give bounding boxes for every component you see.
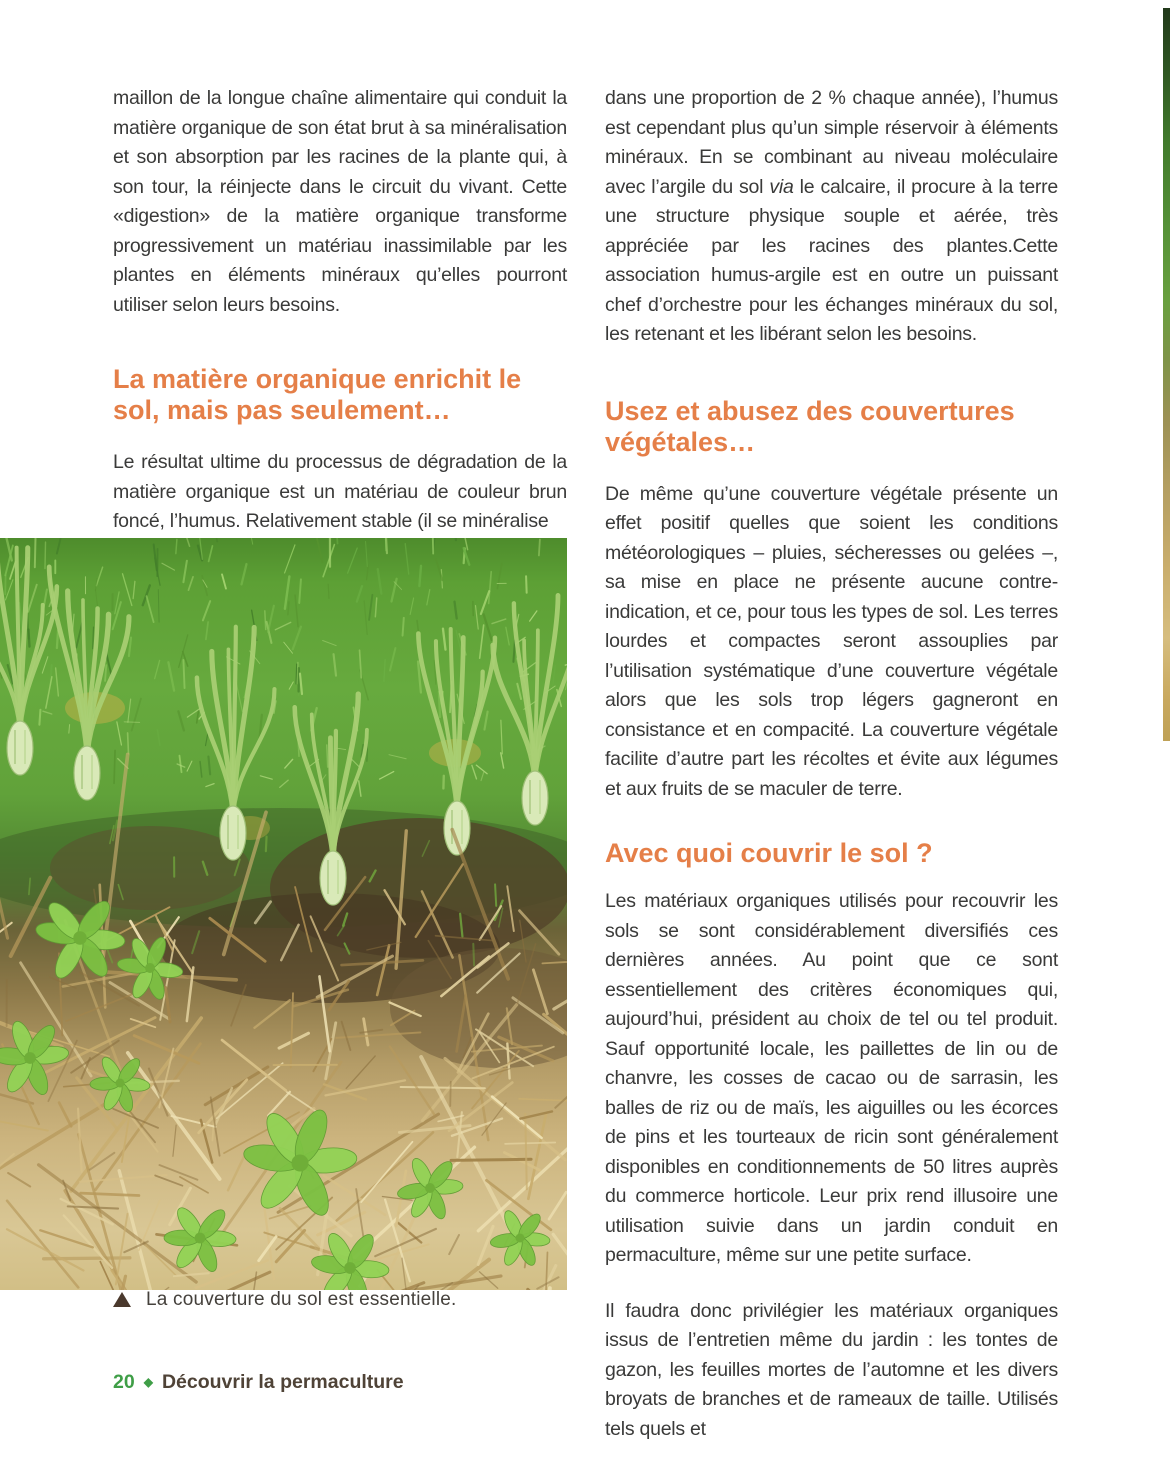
section-heading-avec-quoi-couvrir: Avec quoi couvrir le sol ? [605, 838, 933, 868]
diamond-bullet-icon: ◆ [143, 1374, 153, 1389]
photo-texture [124, 722, 139, 723]
paragraph: Le résultat ultime du processus de dégradation de la matière organique est un matériau de couleur brun foncé, l’humus. Relativement stable (il se minéralise [113, 451, 567, 532]
photo-texture [516, 1234, 525, 1243]
photo-texture [495, 884, 496, 906]
page-number: 20 [113, 1371, 135, 1393]
photo-texture [473, 944, 474, 966]
photo-texture [320, 851, 346, 905]
photo-texture [39, 710, 40, 725]
photo-soil-cover [0, 538, 567, 1290]
photo-texture [128, 733, 129, 754]
photo-texture [344, 1262, 356, 1274]
photo-illustration [0, 538, 567, 1290]
section-heading-matiere-organique: La matière organique enrichit le sol, mais pas seulement… [113, 364, 522, 425]
photo-texture [114, 751, 115, 784]
photo-texture [328, 584, 329, 598]
photo-texture [288, 602, 289, 615]
photo-texture [116, 1079, 125, 1088]
photo-texture [145, 963, 155, 973]
photo-texture [7, 721, 33, 775]
photo-texture [425, 1183, 435, 1193]
photo-texture [296, 664, 297, 684]
photo-texture [327, 745, 328, 767]
page-footer [113, 1371, 404, 1394]
section-heading-couvertures-vegetales: Usez et abusez des couvertures végétales… [605, 395, 1015, 457]
photo-texture [24, 1052, 36, 1064]
book-title: Découvrir la permaculture [161, 1371, 404, 1393]
paragraph-text: dans une proportion de 2 % chaque année), l’humus est cependant plus qu’un simple réservoir à éléments minéraux. En se combinant au niveau moléculaire avec l’argile du sol [605, 87, 1058, 198]
photo-texture [386, 538, 387, 553]
triangle-marker-icon [113, 1292, 131, 1307]
photo-texture [93, 627, 94, 649]
paragraph: De même qu’une couverture végétale présente un effet positif quelles que soient les conditions météorologiques – pluies, sécheresses ou gelées –, sa mise en place ne présente aucune contre-indication, et ce, pour tous les types de sol. Les terres lourdes et compactes seront assouplies par l’utilisation systématique d’une couverture végétale alors que les sols trop légers gagneront en consistance et en compacité. La couverture végétale facilite d’autre part les récoltes et évite aux légumes et aux fruits de se maculer de terre. [605, 482, 1058, 800]
photo-texture [183, 660, 184, 688]
photo-texture [451, 1159, 531, 1160]
paragraph [605, 84, 1058, 350]
paragraph: Les matériaux organiques utilisés pour recouvrir les sols se sont considérablement diversifiés ces dernières années. Au point que ce sont essentiellement des critères économiques qui, aujourd’hui, président au choix de tel ou tel produit. Sauf opportunité locale, les paillettes de lin ou de chanvre, les cosses de cacao ou de sarrasin, les balles de riz ou de maïs, les aiguilles ou les écorces de pins et les tourteaux de ricin sont généralement disponibles en conditionnements de 50 litres auprès du commerce horticole. Leur prix rend illusoire une utilisation suivie dans un jardin conduit en permaculture, même sur une petite surface. [605, 890, 1058, 1266]
paragraph-text: le calcaire, il procure à la terre une structure physique souple et aérée, très appréciée par les racines des plantes.Cette association humus-argile est en outre un puissant chef d’orchestre pour les échanges minéraux du sol, les retenant et les libérant selon les besoins. [605, 175, 1058, 345]
photo-texture [35, 538, 36, 567]
left-column [113, 84, 567, 537]
facing-page-photo-sliver [1163, 8, 1170, 741]
photo-texture [74, 746, 100, 800]
caption-text: La couverture du sol est essentielle. [146, 1289, 457, 1310]
photo-texture [291, 1154, 308, 1171]
photo-texture [69, 725, 70, 734]
photo-texture [266, 837, 267, 852]
italic-word-via: via [769, 175, 794, 198]
right-column [605, 84, 1058, 1444]
photo-texture [220, 806, 246, 860]
photo-texture [403, 618, 404, 636]
photo-texture [45, 542, 46, 568]
photo-texture [105, 665, 106, 681]
photo-texture [176, 539, 177, 553]
photo-texture [195, 1233, 206, 1244]
photo-texture [522, 771, 548, 825]
photo-texture [401, 1087, 485, 1088]
photo-texture [526, 576, 527, 593]
photo-texture [265, 611, 266, 630]
paragraph: Il faudra donc privilégier les matériaux organiques issus de l’entretien même du jardin : les tontes de gazon, les feuilles mortes de l’automne et les divers broyats de branches et de rameaux de taille. Utilisés tels quels et [605, 1299, 1058, 1440]
photo-texture [73, 931, 87, 945]
photo-caption [113, 1289, 457, 1311]
paragraph: maillon de la longue chaîne alimentaire qui conduit la matière organique de son état brut à sa minéralisation et son absorption par les racines de la plante qui, à son tour, la réinjecte dans le circuit du vivant. Cette «digestion» de la matière organique transforme progressivement un matériau inassimilable par les plantes en éléments minéraux qu’elles pourront utiliser selon leurs besoins. [113, 87, 567, 316]
photo-texture [539, 540, 540, 556]
photo-texture [419, 566, 421, 586]
photo-texture [57, 630, 58, 648]
photo-texture [44, 1258, 130, 1259]
